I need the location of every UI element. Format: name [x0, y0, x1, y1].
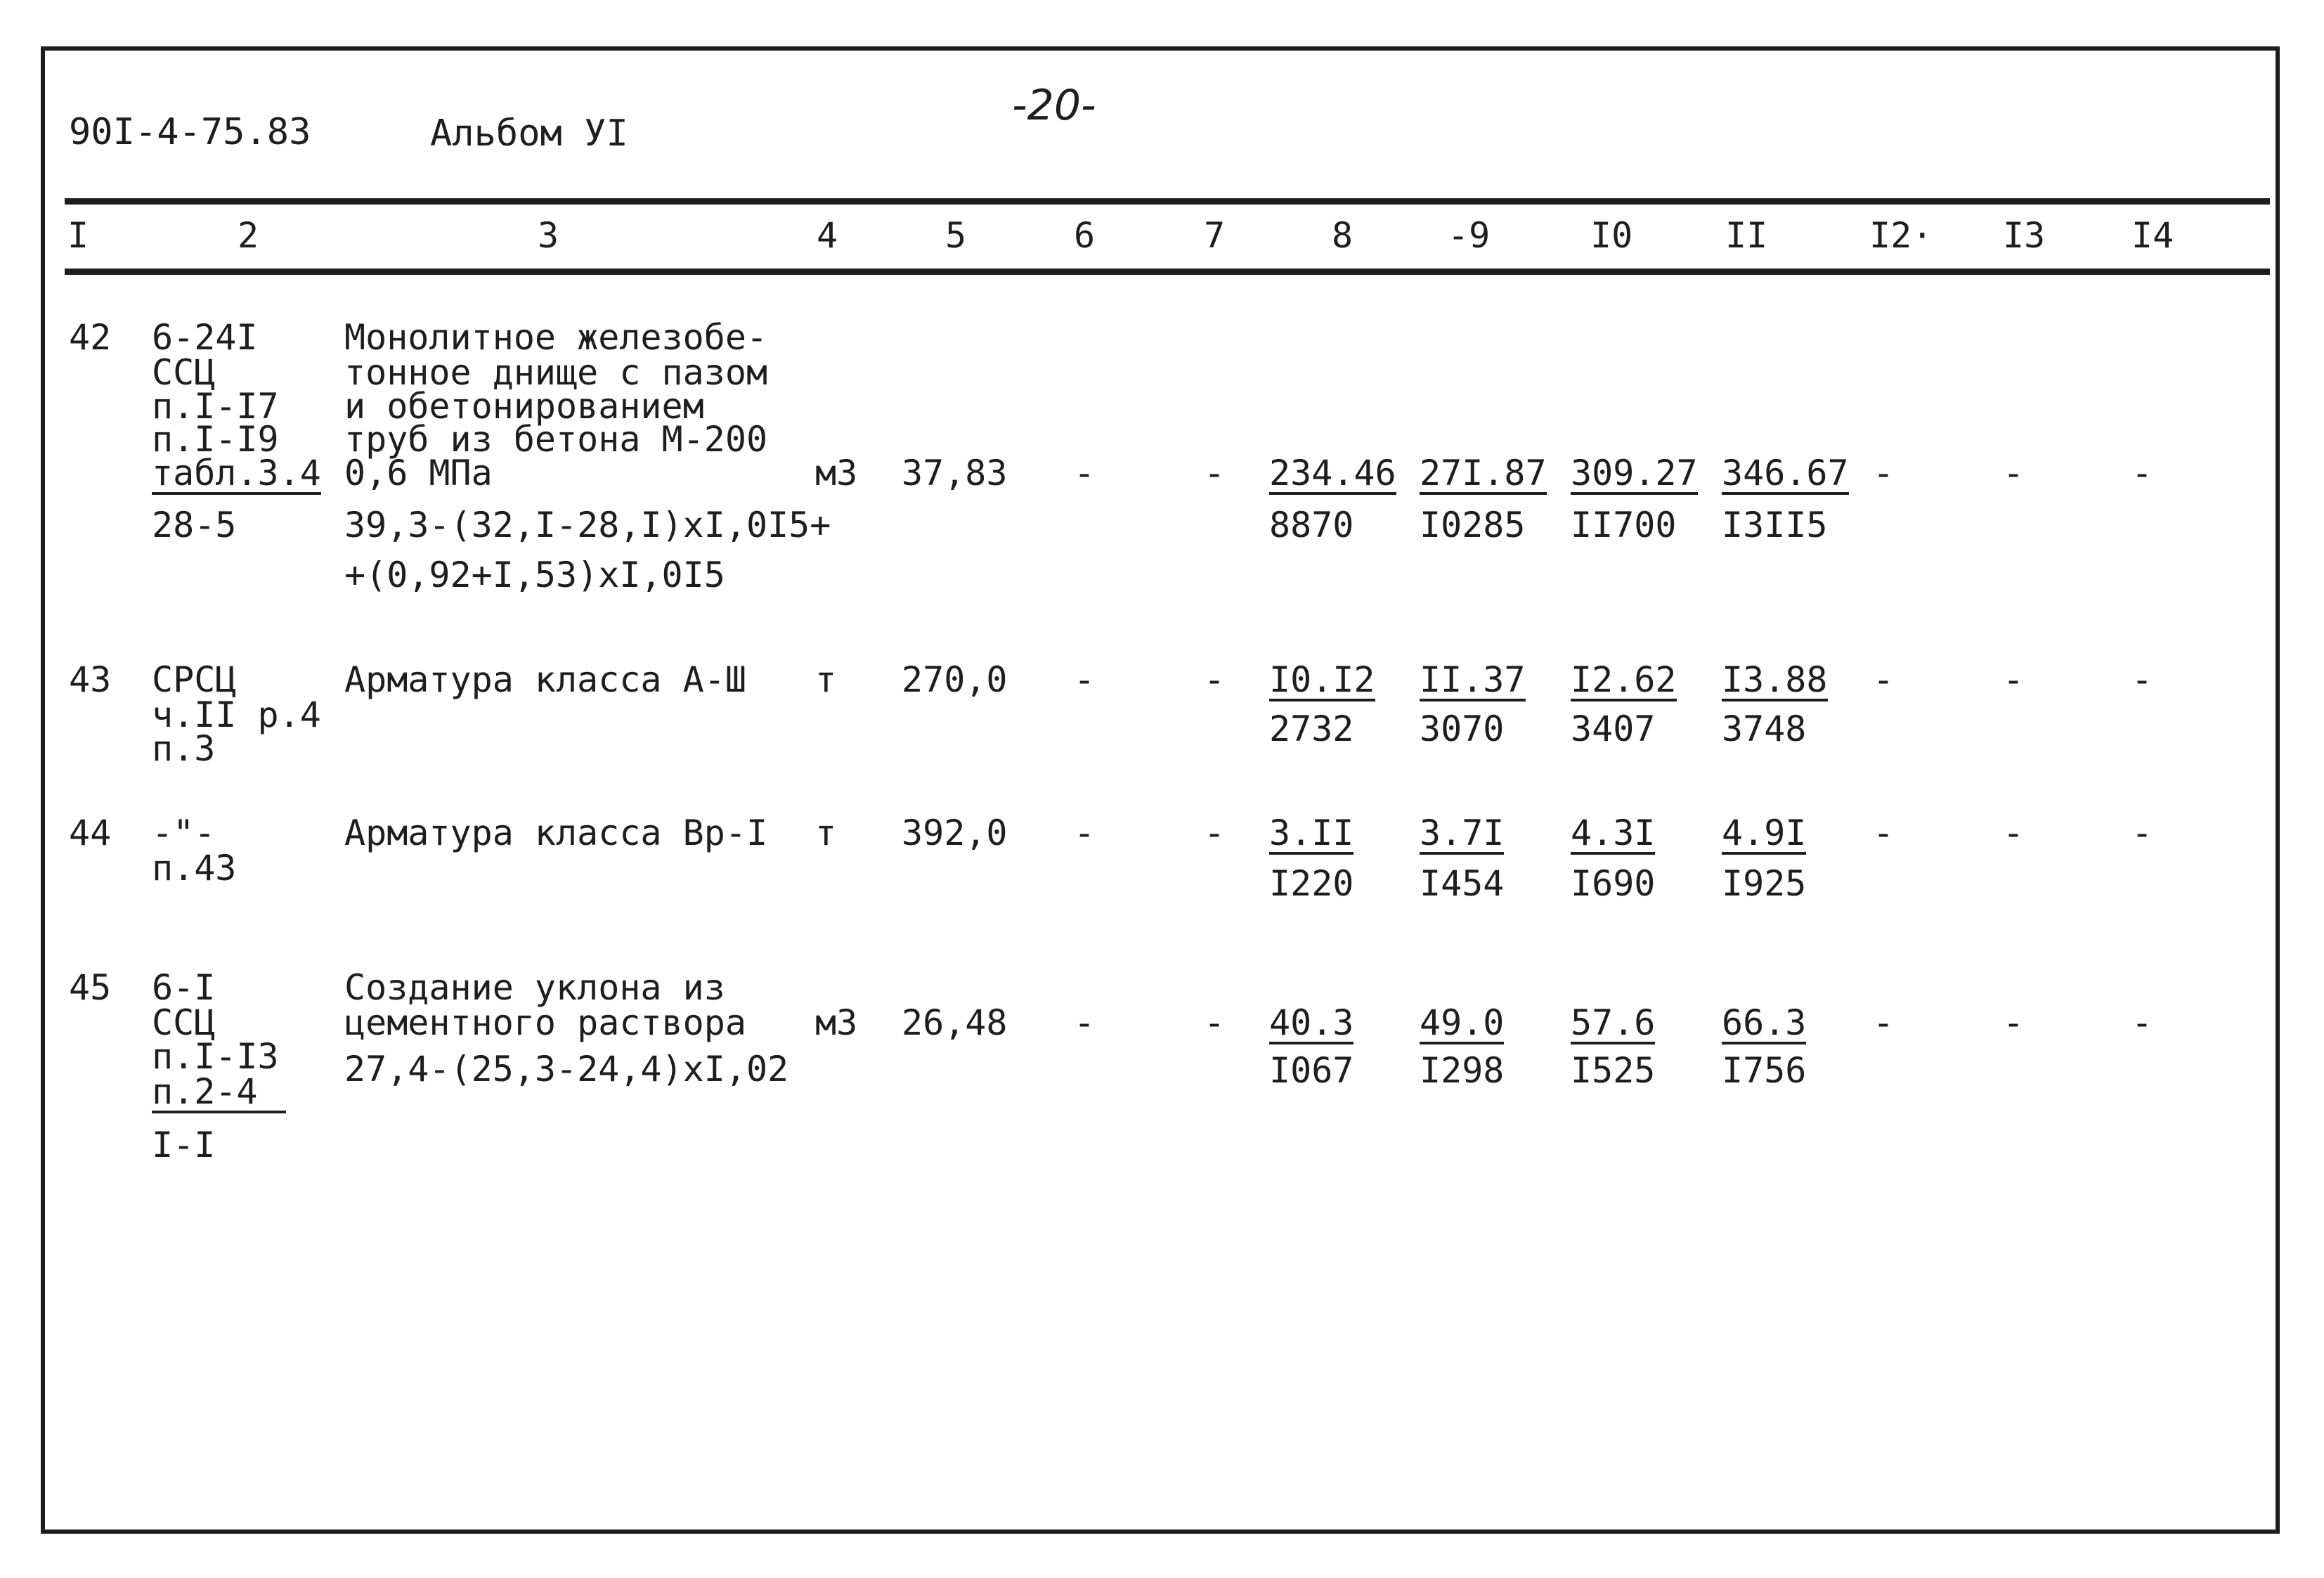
- col-header-10: I0: [1590, 215, 1633, 256]
- col11-total: 3748: [1722, 709, 1807, 749]
- description-line: и обетонированием: [344, 386, 704, 427]
- col11-total: I925: [1722, 863, 1807, 904]
- col-header-9: -9: [1448, 215, 1491, 256]
- quantity: 37,83: [902, 453, 1008, 493]
- col12-value: -: [1873, 813, 1895, 853]
- col9-total: I454: [1420, 863, 1505, 904]
- quantity: 392,0: [902, 813, 1008, 853]
- doc-code: 90I-4-75.83: [69, 111, 311, 153]
- norm-code-table-ref: п.2-4: [152, 1074, 286, 1113]
- col6-value: -: [1074, 453, 1096, 493]
- col-header-6: 6: [1074, 215, 1096, 256]
- col9-total: 3070: [1420, 709, 1505, 749]
- norm-code-line: п.43: [152, 848, 237, 888]
- col11-price: 4.9I: [1722, 813, 1807, 853]
- formula-line: 27,4-(25,3-24,4)xI,02: [344, 1049, 789, 1089]
- col10-price: 4.3I: [1571, 813, 1656, 853]
- col6-value: -: [1074, 813, 1096, 853]
- col8-price: I0.I2: [1269, 659, 1375, 700]
- col14-value: -: [2131, 1002, 2153, 1043]
- description-line: Создание уклона из: [344, 967, 725, 1008]
- row-number: 42: [69, 317, 112, 358]
- header-bottom-rule: [65, 269, 2270, 275]
- col-header-14: I4: [2131, 215, 2174, 256]
- norm-code-line: п.I-I7: [152, 386, 279, 427]
- col-header-3: 3: [538, 215, 559, 256]
- col9-total: I0285: [1420, 505, 1526, 545]
- col7-value: -: [1204, 659, 1226, 700]
- col10-price: I2.62: [1571, 659, 1677, 700]
- quantity: 270,0: [902, 659, 1008, 700]
- norm-code-line: 6-I: [152, 967, 216, 1008]
- description-line: 0,6 МПа: [344, 453, 493, 493]
- page-number: -20-: [1012, 81, 1096, 130]
- norm-code-line: ч.II р.4: [152, 694, 321, 735]
- col-header-2: 2: [238, 215, 259, 256]
- album-label: Альбом УI: [430, 112, 628, 155]
- col12-value: -: [1873, 1002, 1895, 1043]
- col-header-7: 7: [1204, 215, 1226, 256]
- norm-code-table-ref: табл.3.4: [152, 453, 321, 493]
- col13-value: -: [2003, 1002, 2025, 1043]
- norm-code-line: п.I-I9: [152, 419, 279, 460]
- description-line: тонное днище с пазом: [344, 352, 768, 393]
- col13-value: -: [2003, 813, 2025, 853]
- unit: т: [815, 813, 837, 853]
- col7-value: -: [1204, 813, 1226, 853]
- header-top-rule: [65, 198, 2270, 205]
- unit: т: [815, 659, 837, 700]
- col14-value: -: [2131, 813, 2153, 853]
- norm-code-line: п.3: [152, 728, 216, 769]
- description-line: Арматура класса А-Ш: [344, 659, 746, 700]
- norm-code-line: п.I-I3: [152, 1036, 279, 1077]
- col10-total: I690: [1571, 863, 1656, 904]
- col13-value: -: [2003, 659, 2025, 700]
- col11-price: I3.88: [1722, 659, 1828, 700]
- col11-total: I3II5: [1722, 505, 1828, 545]
- description-line: Монолитное железобе-: [344, 317, 768, 358]
- col-header-4: 4: [817, 215, 838, 256]
- unit: м3: [815, 453, 858, 493]
- norm-code-line: -"-: [152, 813, 216, 853]
- description-line: Арматура класса Вр-I: [344, 813, 768, 853]
- col8-total: I220: [1269, 863, 1354, 904]
- col12-value: -: [1873, 453, 1895, 493]
- norm-code-extra: 28-5: [152, 505, 237, 545]
- col11-price: 346.67: [1722, 453, 1849, 493]
- col8-total: 2732: [1269, 709, 1354, 749]
- col11-total: I756: [1722, 1050, 1807, 1091]
- description-line: труб из бетона М-200: [344, 419, 768, 460]
- col10-price: 309.27: [1571, 453, 1698, 493]
- col14-value: -: [2131, 453, 2153, 493]
- col9-price: 49.0: [1420, 1002, 1505, 1043]
- norm-code-line: СРСЦ: [152, 659, 237, 700]
- col7-value: -: [1204, 1002, 1226, 1043]
- col-header-1: I: [67, 215, 89, 256]
- col12-value: -: [1873, 659, 1895, 700]
- norm-code-line: ССЦ: [152, 1002, 216, 1043]
- col9-price: 27I.87: [1420, 453, 1547, 493]
- col8-total: 8870: [1269, 505, 1354, 545]
- col-header-5: 5: [945, 215, 967, 256]
- col8-price: 3.II: [1269, 813, 1354, 853]
- col8-price: 40.3: [1269, 1002, 1354, 1043]
- col9-price: II.37: [1420, 659, 1526, 700]
- col9-price: 3.7I: [1420, 813, 1505, 853]
- col10-price: 57.6: [1571, 1002, 1656, 1043]
- row-number: 45: [69, 967, 112, 1008]
- row-number: 44: [69, 813, 112, 853]
- col14-value: -: [2131, 659, 2153, 700]
- col8-price: 234.46: [1269, 453, 1396, 493]
- formula-line: 39,3-(32,I-28,I)xI,0I5+: [344, 505, 831, 545]
- quantity: 26,48: [902, 1002, 1008, 1043]
- col9-total: I298: [1420, 1050, 1505, 1091]
- col7-value: -: [1204, 453, 1226, 493]
- col10-total: I525: [1571, 1050, 1656, 1091]
- col-header-13: I3: [2003, 215, 2046, 256]
- formula-line: +(0,92+I,53)xI,0I5: [344, 555, 725, 595]
- description-line: цементного раствора: [344, 1002, 746, 1043]
- col10-total: 3407: [1571, 709, 1656, 749]
- col-header-8: 8: [1332, 215, 1353, 256]
- norm-code-line: ССЦ: [152, 352, 216, 393]
- norm-code-line: 6-24I: [152, 317, 258, 358]
- col6-value: -: [1074, 1002, 1096, 1043]
- col-header-11: II: [1725, 215, 1768, 256]
- col10-total: II700: [1571, 505, 1677, 545]
- col13-value: -: [2003, 453, 2025, 493]
- col11-price: 66.3: [1722, 1002, 1807, 1043]
- col8-total: I067: [1269, 1050, 1354, 1091]
- col-header-12: I2·: [1869, 215, 1933, 256]
- col6-value: -: [1074, 659, 1096, 700]
- norm-code-extra: I-I: [152, 1125, 216, 1165]
- unit: м3: [815, 1002, 858, 1043]
- row-number: 43: [69, 659, 112, 700]
